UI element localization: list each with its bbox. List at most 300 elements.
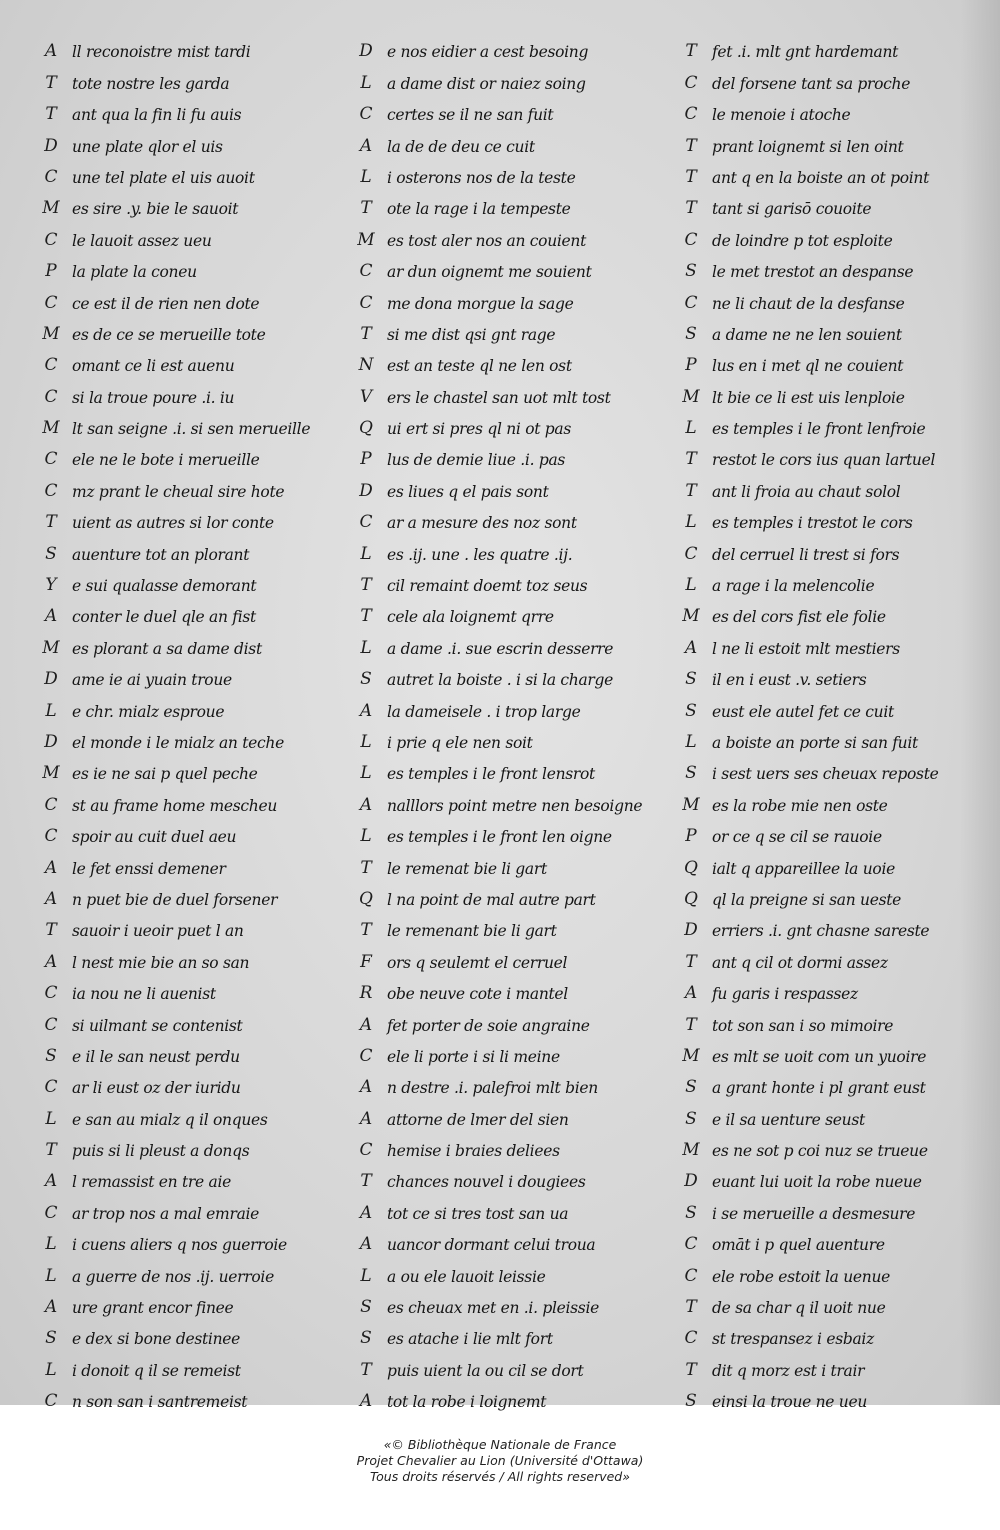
verse-text: es ne sot p coi nuz se trueue — [712, 1142, 928, 1161]
verse-line — [670, 1383, 970, 1414]
verse-text: n son san i santremeist — [72, 1393, 248, 1412]
verse-text: i sest uers ses cheuax reposte — [712, 765, 939, 784]
verse-line — [345, 849, 675, 880]
verse-line — [345, 221, 675, 252]
verse-initial: M — [682, 1045, 700, 1066]
verse-text: i se merueille a desmesure — [712, 1204, 916, 1223]
verse-initial: S — [685, 1391, 697, 1412]
verse-initial: C — [44, 1202, 58, 1223]
verse-initial: L — [360, 543, 372, 564]
verse-line — [670, 127, 970, 158]
verse-initial: T — [685, 449, 697, 470]
text-column-1 — [30, 33, 330, 1414]
verse-text: autret la boiste . i si la charge — [387, 671, 614, 690]
verse-initial: C — [359, 512, 373, 533]
verse-text: la dameisele . i trop large — [387, 702, 581, 721]
verse-text: ele li porte i si li meine — [387, 1047, 560, 1066]
verse-line — [345, 504, 675, 535]
verse-initial: L — [360, 731, 372, 752]
verse-text: es atache i lie mlt fort — [387, 1330, 553, 1349]
verse-initial: S — [45, 543, 57, 564]
verse-text: ers le chastel san uot mlt tost — [387, 388, 611, 407]
verse-text: e sui qualasse demorant — [72, 577, 257, 596]
verse-line — [670, 1006, 970, 1037]
verse-initial: L — [360, 763, 372, 784]
verse-initial: C — [359, 261, 373, 282]
verse-text: es liues q el pais sont — [387, 482, 549, 501]
verse-text: puis uient la ou cil se dort — [387, 1361, 584, 1380]
verse-text: ant li froia au chaut solol — [712, 482, 901, 501]
verse-text: ant q cil ot dormi assez — [712, 953, 888, 972]
verse-line — [30, 1257, 330, 1288]
verse-line — [30, 849, 330, 880]
verse-initial: M — [682, 1140, 700, 1161]
verse-initial: A — [359, 1014, 373, 1035]
verse-line — [30, 692, 330, 723]
verse-line — [345, 159, 675, 190]
text-column-2 — [345, 33, 675, 1414]
verse-text: euant lui uoit la robe nueue — [712, 1173, 922, 1192]
verse-line — [30, 975, 330, 1006]
verse-initial: S — [360, 1328, 372, 1349]
verse-text: nalllors point metre nen besoigne — [387, 796, 643, 815]
verse-initial: C — [44, 1077, 58, 1098]
verse-line — [670, 347, 970, 378]
verse-line — [30, 629, 330, 660]
verse-initial: A — [44, 606, 58, 627]
verse-initial: L — [360, 637, 372, 658]
verse-text: es temples i le front len oigne — [387, 828, 612, 847]
verse-line — [345, 1351, 675, 1382]
verse-line — [670, 943, 970, 974]
verse-text: le menoie i atoche — [712, 106, 851, 125]
verse-line — [345, 818, 675, 849]
verse-line — [670, 975, 970, 1006]
verse-initial: L — [685, 418, 697, 439]
verse-line — [345, 692, 675, 723]
verse-line — [670, 33, 970, 64]
verse-initial: D — [44, 669, 58, 690]
verse-text: ar a mesure des noz sont — [387, 514, 577, 533]
verse-initial: Q — [684, 857, 698, 878]
verse-initial: A — [44, 1297, 58, 1318]
verse-initial: A — [359, 1202, 373, 1223]
verse-line — [670, 1163, 970, 1194]
verse-text: st trespansez i esbaiz — [712, 1330, 874, 1349]
verse-initial: S — [685, 261, 697, 282]
verse-line — [30, 1006, 330, 1037]
verse-line — [30, 159, 330, 190]
verse-initial: L — [360, 826, 372, 847]
verse-text: es temples i trestot le cors — [712, 514, 913, 533]
verse-text: ql la preigne si san ueste — [712, 890, 902, 909]
verse-text: la plate la coneu — [72, 263, 197, 282]
verse-line — [670, 881, 970, 912]
credit-line-1: «© Bibliothèque Nationale de France — [383, 1437, 617, 1452]
verse-initial: L — [360, 72, 372, 93]
verse-initial: T — [685, 1359, 697, 1380]
verse-initial: T — [360, 606, 372, 627]
verse-text: a dame ne ne len souient — [712, 325, 902, 344]
verse-text: es cheuax met en .i. pleissie — [387, 1299, 599, 1318]
verse-line — [30, 1069, 330, 1100]
verse-line — [30, 127, 330, 158]
verse-line — [670, 504, 970, 535]
verse-line — [345, 535, 675, 566]
verse-text: erriers .i. gnt chasne sareste — [712, 922, 930, 941]
verse-initial: C — [684, 104, 698, 125]
verse-initial: T — [360, 575, 372, 596]
verse-initial: M — [682, 606, 700, 627]
verse-text: de loindre p tot esploite — [712, 231, 893, 250]
verse-line — [30, 1163, 330, 1194]
verse-line — [670, 410, 970, 441]
verse-line — [670, 1069, 970, 1100]
verse-line — [670, 190, 970, 221]
verse-line — [345, 410, 675, 441]
verse-text: l na point de mal autre part — [387, 890, 596, 909]
verse-line — [670, 567, 970, 598]
verse-line — [345, 1257, 675, 1288]
verse-text: ll reconoistre mist tardi — [72, 43, 251, 62]
verse-text: l nest mie bie an so san — [72, 953, 250, 972]
verse-text: tant si garisō couoite — [712, 200, 872, 219]
verse-text: certes se il ne san fuit — [387, 106, 554, 125]
verse-line — [30, 818, 330, 849]
verse-text: la de de deu ce cuit — [387, 137, 535, 156]
verse-text: si me dist qsi gnt rage — [387, 325, 556, 344]
verse-initial: C — [684, 1265, 698, 1286]
verse-line — [345, 1132, 675, 1163]
verse-text: ar dun oignemt me souient — [387, 263, 592, 282]
verse-initial: L — [685, 731, 697, 752]
verse-initial: L — [685, 575, 697, 596]
verse-line — [345, 943, 675, 974]
verse-initial: A — [359, 700, 373, 721]
verse-line — [345, 1163, 675, 1194]
verse-line — [670, 692, 970, 723]
verse-initial: S — [685, 669, 697, 690]
verse-initial: C — [684, 1234, 698, 1255]
verse-initial: D — [44, 731, 58, 752]
verse-initial: M — [682, 386, 700, 407]
verse-text: sauoir i ueoir puet l an — [72, 922, 244, 941]
verse-text: l remassist en tre aie — [72, 1173, 231, 1192]
verse-text: del cerruel li trest si fors — [712, 545, 900, 564]
verse-line — [345, 912, 675, 943]
verse-line — [30, 724, 330, 755]
verse-text: ele robe estoit la uenue — [712, 1267, 891, 1286]
verse-line — [30, 1100, 330, 1131]
verse-text: fet porter de soie angraine — [387, 1016, 590, 1035]
verse-line — [345, 1226, 675, 1257]
verse-text: ce est il de rien nen dote — [72, 294, 260, 313]
verse-text: del forsene tant sa proche — [712, 74, 911, 93]
verse-line — [345, 253, 675, 284]
verse-line — [670, 159, 970, 190]
verse-initial: D — [359, 480, 373, 501]
verse-text: ialt q appareillee la uoie — [712, 859, 895, 878]
verse-line — [670, 96, 970, 127]
verse-text: es temples i le front lenfroie — [712, 420, 926, 439]
verse-initial: T — [45, 512, 57, 533]
credit-line-3: Tous droits réservés / All rights reserved» — [370, 1469, 630, 1484]
verse-text: dit q morz est i trair — [712, 1361, 865, 1380]
verse-initial: S — [685, 1108, 697, 1129]
verse-text: lus de demie liue .i. pas — [387, 451, 566, 470]
verse-initial: C — [44, 292, 58, 313]
verse-text: omāt i p quel auenture — [712, 1236, 885, 1255]
verse-initial: R — [359, 983, 373, 1004]
verse-line — [345, 316, 675, 347]
verse-initial: C — [44, 166, 58, 187]
verse-line — [345, 629, 675, 660]
verse-initial: T — [45, 920, 57, 941]
verse-line — [670, 378, 970, 409]
verse-initial: T — [45, 1140, 57, 1161]
text-column-3 — [670, 33, 970, 1414]
verse-text: me dona morgue la sage — [387, 294, 574, 313]
verse-initial: T — [685, 1014, 697, 1035]
verse-initial: C — [684, 229, 698, 250]
verse-initial: F — [360, 951, 372, 972]
verse-initial: P — [45, 261, 57, 282]
verse-line — [30, 221, 330, 252]
verse-text: tote nostre les garda — [72, 74, 230, 93]
verse-line — [345, 284, 675, 315]
verse-text: ele ne le bote i merueille — [72, 451, 260, 470]
verse-line — [30, 755, 330, 786]
verse-line — [345, 661, 675, 692]
verse-initial: C — [44, 355, 58, 376]
verse-text: ure grant encor finee — [72, 1299, 234, 1318]
verse-line — [345, 33, 675, 64]
verse-text: eust ele autel fet ce cuit — [712, 702, 894, 721]
verse-initial: M — [42, 418, 60, 439]
verse-line — [345, 567, 675, 598]
verse-text: tot son san i so mimoire — [712, 1016, 894, 1035]
verse-text: lt bie ce li est uis lenploie — [712, 388, 905, 407]
verse-line — [670, 629, 970, 660]
verse-initial: A — [44, 41, 58, 62]
verse-initial: P — [360, 449, 372, 470]
verse-text: ote la rage i la tempeste — [387, 200, 571, 219]
verse-line — [30, 1289, 330, 1320]
verse-initial: C — [359, 1045, 373, 1066]
verse-text: n destre .i. palefroi mlt bien — [387, 1079, 598, 1098]
verse-initial: A — [359, 794, 373, 815]
verse-line — [30, 472, 330, 503]
verse-text: ia nou ne li auenist — [72, 985, 216, 1004]
verse-line — [30, 1194, 330, 1225]
verse-text: or ce q se cil se rauoie — [712, 828, 882, 847]
verse-initial: M — [42, 323, 60, 344]
verse-initial: A — [684, 637, 698, 658]
verse-initial: L — [45, 1359, 57, 1380]
verse-initial: T — [360, 920, 372, 941]
verse-text: e san au mialz q il onques — [72, 1110, 268, 1129]
verse-text: le lauoit assez ueu — [72, 231, 212, 250]
verse-text: es ie ne sai p quel peche — [72, 765, 258, 784]
verse-initial: T — [685, 951, 697, 972]
verse-initial: A — [359, 1234, 373, 1255]
verse-line — [30, 567, 330, 598]
verse-line — [30, 786, 330, 817]
verse-text: puis si li pleust a donqs — [72, 1142, 250, 1161]
verse-initial: A — [44, 1171, 58, 1192]
verse-initial: C — [684, 292, 698, 313]
verse-text: uient as autres si lor conte — [72, 514, 274, 533]
verse-text: st au frame home mescheu — [72, 796, 278, 815]
verse-line — [30, 504, 330, 535]
verse-initial: D — [684, 920, 698, 941]
verse-line — [30, 535, 330, 566]
verse-initial: T — [360, 198, 372, 219]
verse-initial: A — [359, 1077, 373, 1098]
verse-line — [670, 1289, 970, 1320]
verse-text: si uilmant se contenist — [72, 1016, 243, 1035]
verse-line — [30, 1383, 330, 1414]
verse-initial: T — [685, 1297, 697, 1318]
verse-line — [345, 1100, 675, 1131]
verse-initial: D — [44, 135, 58, 156]
verse-line — [670, 1351, 970, 1382]
verse-initial: Y — [45, 575, 57, 596]
verse-initial: M — [357, 229, 375, 250]
verse-initial: Q — [684, 888, 698, 909]
verse-text: cele ala loignemt qrre — [387, 608, 554, 627]
verse-initial: C — [44, 449, 58, 470]
verse-initial: M — [42, 763, 60, 784]
verse-text: n puet bie de duel forsener — [72, 890, 278, 909]
verse-text: cil remaint doemt toz seus — [387, 577, 588, 596]
verse-initial: M — [42, 198, 60, 219]
verse-text: es plorant a sa dame dist — [72, 639, 262, 658]
verse-text: hemise i braies deliees — [387, 1142, 560, 1161]
verse-line — [670, 1132, 970, 1163]
verse-initial: A — [359, 1391, 373, 1412]
verse-text: i osterons nos de la teste — [387, 168, 576, 187]
verse-initial: A — [44, 951, 58, 972]
verse-text: e chr. mialz esproue — [72, 702, 225, 721]
verse-text: il en i eust .v. setiers — [712, 671, 867, 690]
verse-line — [345, 755, 675, 786]
verse-text: i donoit q il se remeist — [72, 1361, 241, 1380]
verse-text: chances nouvel i dougiees — [387, 1173, 586, 1192]
verse-initial: M — [42, 637, 60, 658]
verse-initial: L — [685, 512, 697, 533]
verse-text: conter le duel qle an fist — [72, 608, 256, 627]
verse-initial: S — [685, 763, 697, 784]
verse-initial: S — [360, 1297, 372, 1318]
verse-initial: T — [685, 480, 697, 501]
verse-line — [670, 1320, 970, 1351]
verse-initial: T — [45, 104, 57, 125]
verse-line — [345, 1006, 675, 1037]
verse-initial: T — [45, 72, 57, 93]
verse-text: tot ce si tres tost san ua — [387, 1204, 569, 1223]
verse-text: tot la robe i loignemt — [387, 1393, 547, 1412]
verse-initial: T — [360, 857, 372, 878]
verse-text: es .ij. une . les quatre .ij. — [387, 545, 573, 564]
verse-text: restot le cors ius quan lartuel — [712, 451, 936, 470]
verse-line — [345, 64, 675, 95]
verse-text: auenture tot an plorant — [72, 545, 250, 564]
verse-text: i cuens aliers q nos guerroie — [72, 1236, 287, 1255]
verse-line — [670, 755, 970, 786]
verse-text: ui ert si pres ql ni ot pas — [387, 420, 572, 439]
verse-initial: C — [44, 1014, 58, 1035]
verse-text: ar trop nos a mal emraie — [72, 1204, 260, 1223]
verse-initial: D — [684, 1171, 698, 1192]
verse-initial: T — [685, 135, 697, 156]
verse-initial: S — [685, 700, 697, 721]
verse-line — [30, 33, 330, 64]
verse-line — [30, 96, 330, 127]
verse-line — [30, 1132, 330, 1163]
verse-line — [30, 598, 330, 629]
verse-text: le remenant bie li gart — [387, 922, 557, 941]
verse-line — [30, 190, 330, 221]
verse-text: a dame .i. sue escrin desserre — [387, 639, 614, 658]
verse-initial: P — [685, 826, 697, 847]
verse-text: l ne li estoit mlt mestiers — [712, 639, 900, 658]
verse-line — [670, 1226, 970, 1257]
verse-text: spoir au cuit duel aeu — [72, 828, 237, 847]
verse-text: attorne de lmer del sien — [387, 1110, 569, 1129]
verse-line — [345, 1069, 675, 1100]
verse-text: de sa char q il uoit nue — [712, 1299, 886, 1318]
verse-line — [30, 410, 330, 441]
verse-line — [670, 598, 970, 629]
verse-text: lus en i met ql ne couient — [712, 357, 904, 376]
verse-text: ne li chaut de la desfanse — [712, 294, 905, 313]
verse-initial: C — [44, 794, 58, 815]
verse-line — [345, 472, 675, 503]
verse-initial: L — [45, 1234, 57, 1255]
verse-initial: T — [360, 1359, 372, 1380]
verse-line — [670, 1257, 970, 1288]
verse-line — [345, 378, 675, 409]
verse-line — [670, 284, 970, 315]
verse-text: a ou ele lauoit leissie — [387, 1267, 546, 1286]
verse-text: el monde i le mialz an teche — [72, 733, 284, 752]
verse-initial: C — [684, 1328, 698, 1349]
verse-initial: T — [360, 1171, 372, 1192]
verse-line — [30, 378, 330, 409]
verse-line — [670, 849, 970, 880]
verse-text: une tel plate el uis auoit — [72, 168, 255, 187]
verse-line — [670, 1100, 970, 1131]
verse-initial: C — [44, 480, 58, 501]
verse-line — [345, 1194, 675, 1225]
verse-text: fu garis i respassez — [712, 985, 858, 1004]
verse-initial: C — [684, 543, 698, 564]
verse-text: obe neuve cote i mantel — [387, 985, 568, 1004]
verse-line — [670, 441, 970, 472]
verse-line — [670, 535, 970, 566]
verse-initial: A — [359, 1108, 373, 1129]
verse-line — [670, 724, 970, 755]
verse-text: ar li eust oz der iuridu — [72, 1079, 241, 1098]
copyright-credit — [0, 1437, 1000, 1485]
verse-initial: L — [45, 700, 57, 721]
verse-line — [30, 253, 330, 284]
verse-initial: L — [360, 1265, 372, 1286]
verse-line — [30, 347, 330, 378]
verse-line — [30, 441, 330, 472]
verse-line — [670, 221, 970, 252]
